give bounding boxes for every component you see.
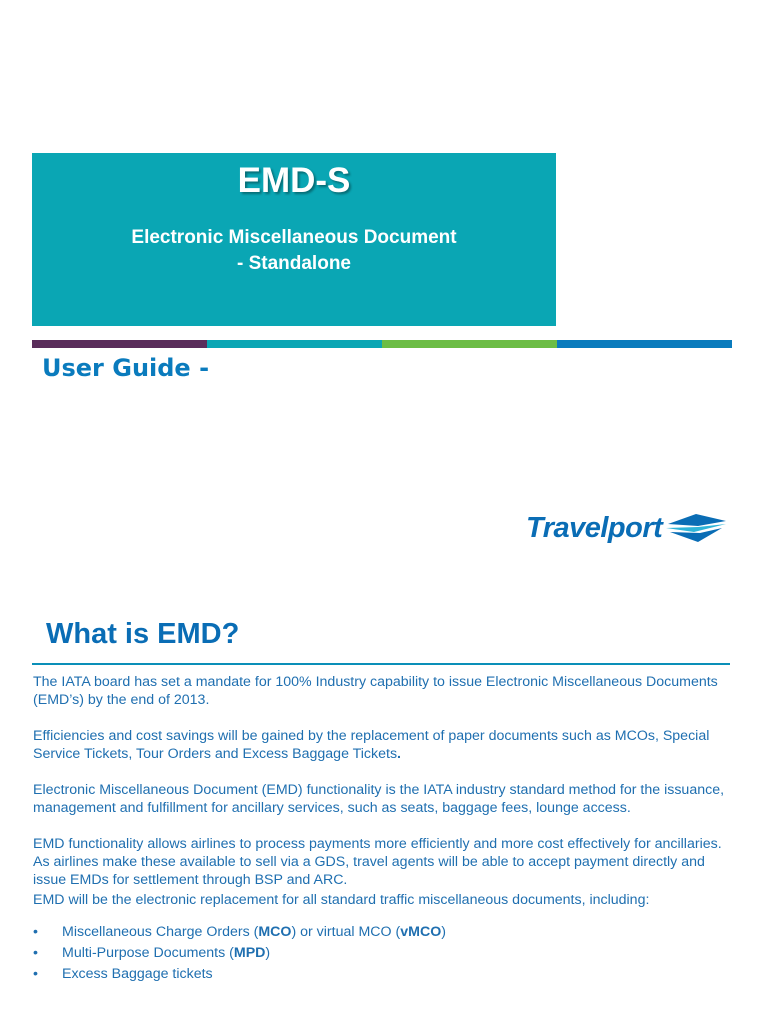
list-item — [33, 923, 733, 941]
color-stripe-divider — [32, 340, 732, 348]
subtitle-line-1: Electronic Miscellaneous Document — [131, 227, 457, 248]
list-item-text: Miscellaneous Charge Orders ( — [62, 924, 259, 940]
paragraph-iata-mandate: The IATA board has set a mandate for 100% Industry capability to issue Electronic Miscellaneous Documents (EMD’s) by the end of 2013. — [33, 674, 718, 708]
paragraph-emd-functionality: Electronic Miscellaneous Document (EMD) functionality is the IATA industry standard method for the issuance, management and fulfillment for ancillary services, such as seats, baggage fees, lounge access. — [33, 782, 725, 816]
section-heading: What is EMD? — [46, 618, 240, 650]
travelport-mark-icon — [664, 510, 728, 544]
document-types-list — [33, 923, 733, 983]
stripe-segment-purple — [32, 340, 207, 348]
bullet-icon: • — [33, 924, 38, 940]
paragraph-efficiencies — [33, 727, 733, 763]
user-guide-label: User Guide - — [42, 354, 210, 382]
travelport-logo — [526, 508, 736, 552]
section-body — [33, 673, 733, 986]
list-item-bold: MCO — [258, 924, 292, 940]
list-item — [33, 965, 733, 983]
list-item-bold: vMCO — [400, 924, 442, 940]
paragraph-efficiencies-text: Efficiencies and cost savings will be gained by the replacement of paper documents such as MCOs, Special Service Tickets, Tour Orders and Excess Baggage Tickets — [33, 728, 710, 762]
paragraph-efficiencies-end: . — [397, 746, 401, 762]
list-item-text: ) — [441, 924, 446, 940]
heading-underline — [32, 663, 730, 665]
list-item-bold: MPD — [233, 945, 266, 961]
stripe-segment-teal — [207, 340, 382, 348]
subtitle-line-2: - Standalone — [236, 253, 351, 274]
logo-wordmark: Travelport — [526, 512, 663, 544]
paragraph-replacement: EMD will be the electronic replacement for all standard traffic miscellaneous documents, including: — [33, 892, 650, 908]
bullet-icon: • — [33, 966, 38, 982]
document-title: EMD-S — [237, 161, 351, 200]
list-item-text: ) or virtual MCO ( — [291, 924, 401, 940]
title-banner — [32, 153, 556, 326]
list-item — [33, 944, 733, 962]
list-item-text: Excess Baggage tickets — [62, 966, 213, 982]
bullet-icon: • — [33, 945, 38, 961]
list-item-text: Multi-Purpose Documents ( — [62, 945, 234, 961]
paragraph-payments: EMD functionality allows airlines to process payments more efficiently and more cost effectively for ancillaries. As airlines make these available to sell via a GDS, travel agents will be able to accept payment directly and issue EMDs for settlement through BSP and ARC. — [33, 836, 722, 888]
list-item-text: ) — [265, 945, 271, 961]
stripe-segment-green — [382, 340, 557, 348]
stripe-segment-blue — [557, 340, 732, 348]
document-subtitle — [32, 225, 556, 277]
